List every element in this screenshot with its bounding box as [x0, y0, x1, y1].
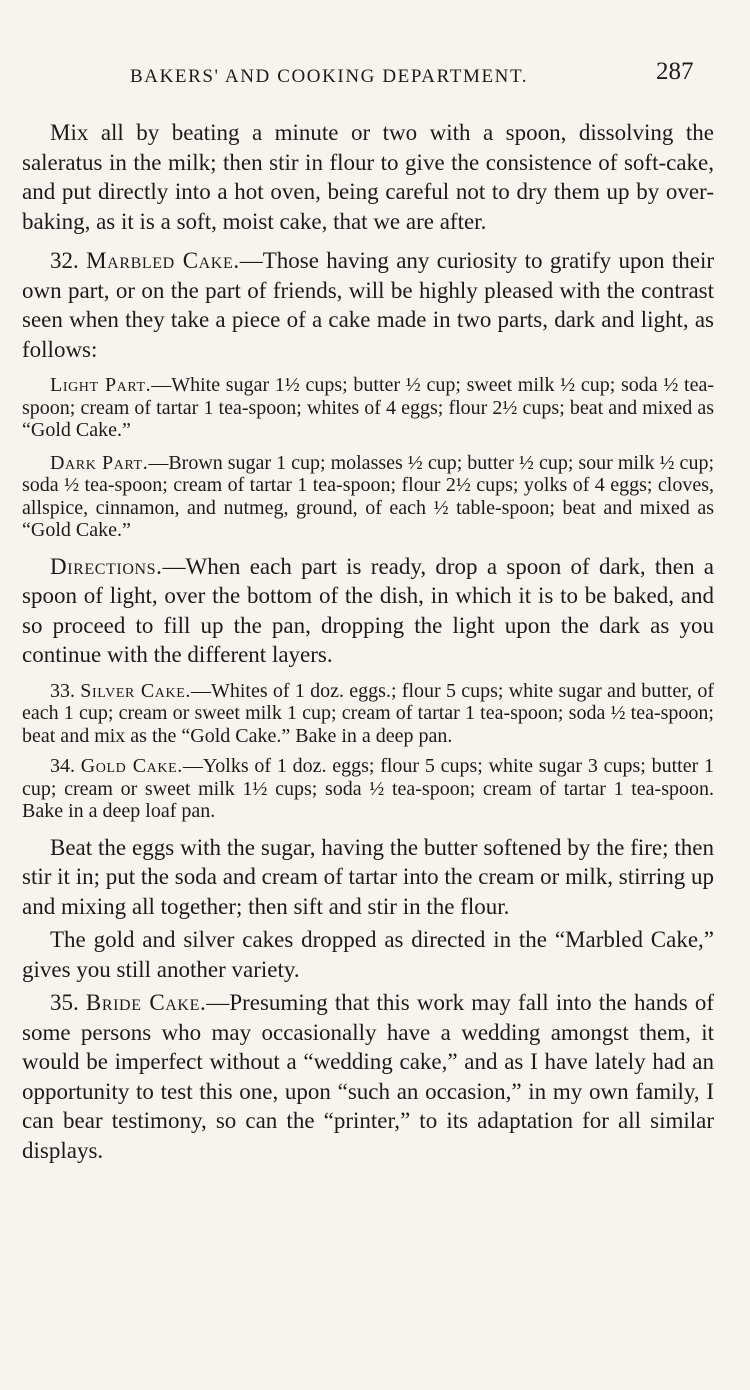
recipe-number: 34.: [50, 755, 75, 777]
part-title: Light Part.: [50, 374, 152, 396]
recipe-number: 32.: [50, 248, 79, 273]
recipe-silver-cake: [22, 680, 714, 748]
paragraph-beat-eggs: Beat the eggs with the sugar, having the butter softened by the fire; then stir it in; put the soda and cream of tartar into the cream or milk, stirring up and mixing all together; then sift and stir in the flour.: [22, 834, 714, 919]
directions-title: Directions.: [50, 553, 163, 579]
recipe-directions: [22, 552, 714, 670]
recipe-dark-part: [22, 452, 714, 542]
recipe-title: Gold Cake.: [80, 755, 183, 777]
recipe-text: —Yolks of 1 doz. eggs; flour 5 cups; white sugar 3 cups; butter 1 cup; cream or sweet milk 1½ cups; soda ½ tea-spoon; cream of tartar 1 tea-spoon. Bake in a deep loaf pan.: [22, 755, 715, 822]
recipe-bride-cake: [22, 988, 714, 1165]
recipe-number: 35.: [50, 990, 79, 1015]
recipe-marbled-cake: [22, 246, 714, 364]
running-head: BAKERS' AND COOKING DEPARTMENT.: [130, 66, 529, 87]
recipe-title: Bride Cake.: [85, 990, 207, 1015]
recipe-text: —Presuming that this work may fall into the hands of some persons who may occasionally have a wedding amongst them, it would be imperfect without a “wedding cake,” and as I have lately had an opportunity to test this one, upon “such an occasion,” in my own family, I can bear testimony, so can the “printer,” to its adaptation for all similar displays.: [22, 990, 715, 1163]
part-title: Dark Part.: [50, 451, 149, 474]
recipe-text: —Those having any curiosity to gratify upon their own part, or on the part of friends, will be highly pleased with the contrast seen when they take a piece of a cake made in two parts, dark and light, as follows:: [22, 248, 714, 362]
part-text: —White sugar 1½ cups; butter ½ cup; sweet milk ½ cup; soda ½ tea-spoon; cream of tartar 1 tea-spoon; whites of 4 eggs; flour 2½ cups; beat and mixed as “Gold Cake.”: [22, 374, 714, 441]
part-text: —Brown sugar 1 cup; molasses ½ cup; butter ½ cup; sour milk ½ cup; soda ½ tea-spoon; cream of tartar 1 tea-spoon; flour 2½ cups; yolks of 4 eggs; cloves, allspice, cinnamon, and nutmeg, ground, of each ½ table-spoon; beat and mixed as “Gold Cake.”: [22, 451, 714, 541]
page-header: [0, 58, 750, 98]
paragraph-mixing: Mix all by beating a minute or two with a spoon, dissolving the saleratus in the milk; then stir in flour to give the consistence of soft-cake, and put directly into a hot oven, being careful not to dry them up by over-baking, as it is a soft, moist cake, that we are after.: [22, 120, 714, 234]
page-body: [22, 118, 714, 1165]
recipe-text: —Whites of 1 doz. eggs.; flour 5 cups; white sugar and butter, of each 1 cup; cream or sweet milk 1 cup; cream of tartar 1 tea-spoon; soda ½ tea-spoon; beat and mix as the “Gold Cake.” Bake in a deep pan.: [22, 679, 715, 747]
recipe-light-part: [22, 374, 714, 442]
recipe-gold-cake: [22, 755, 714, 823]
paragraph-gold-silver: The gold and silver cakes dropped as directed in the “Marbled Cake,” gives you still another variety.: [22, 927, 714, 982]
recipe-number: 33.: [50, 679, 75, 702]
recipe-title: Marbled Cake.: [86, 248, 240, 273]
directions-text: —When each part is ready, drop a spoon of dark, then a spoon of light, over the bottom of the dish, in which it is to be baked, and so proceed to fill up the pan, dropping the light upon the dark as you continue with the different layers.: [22, 553, 714, 667]
page-number: 287: [656, 58, 694, 85]
recipe-title: Silver Cake.: [80, 679, 191, 702]
